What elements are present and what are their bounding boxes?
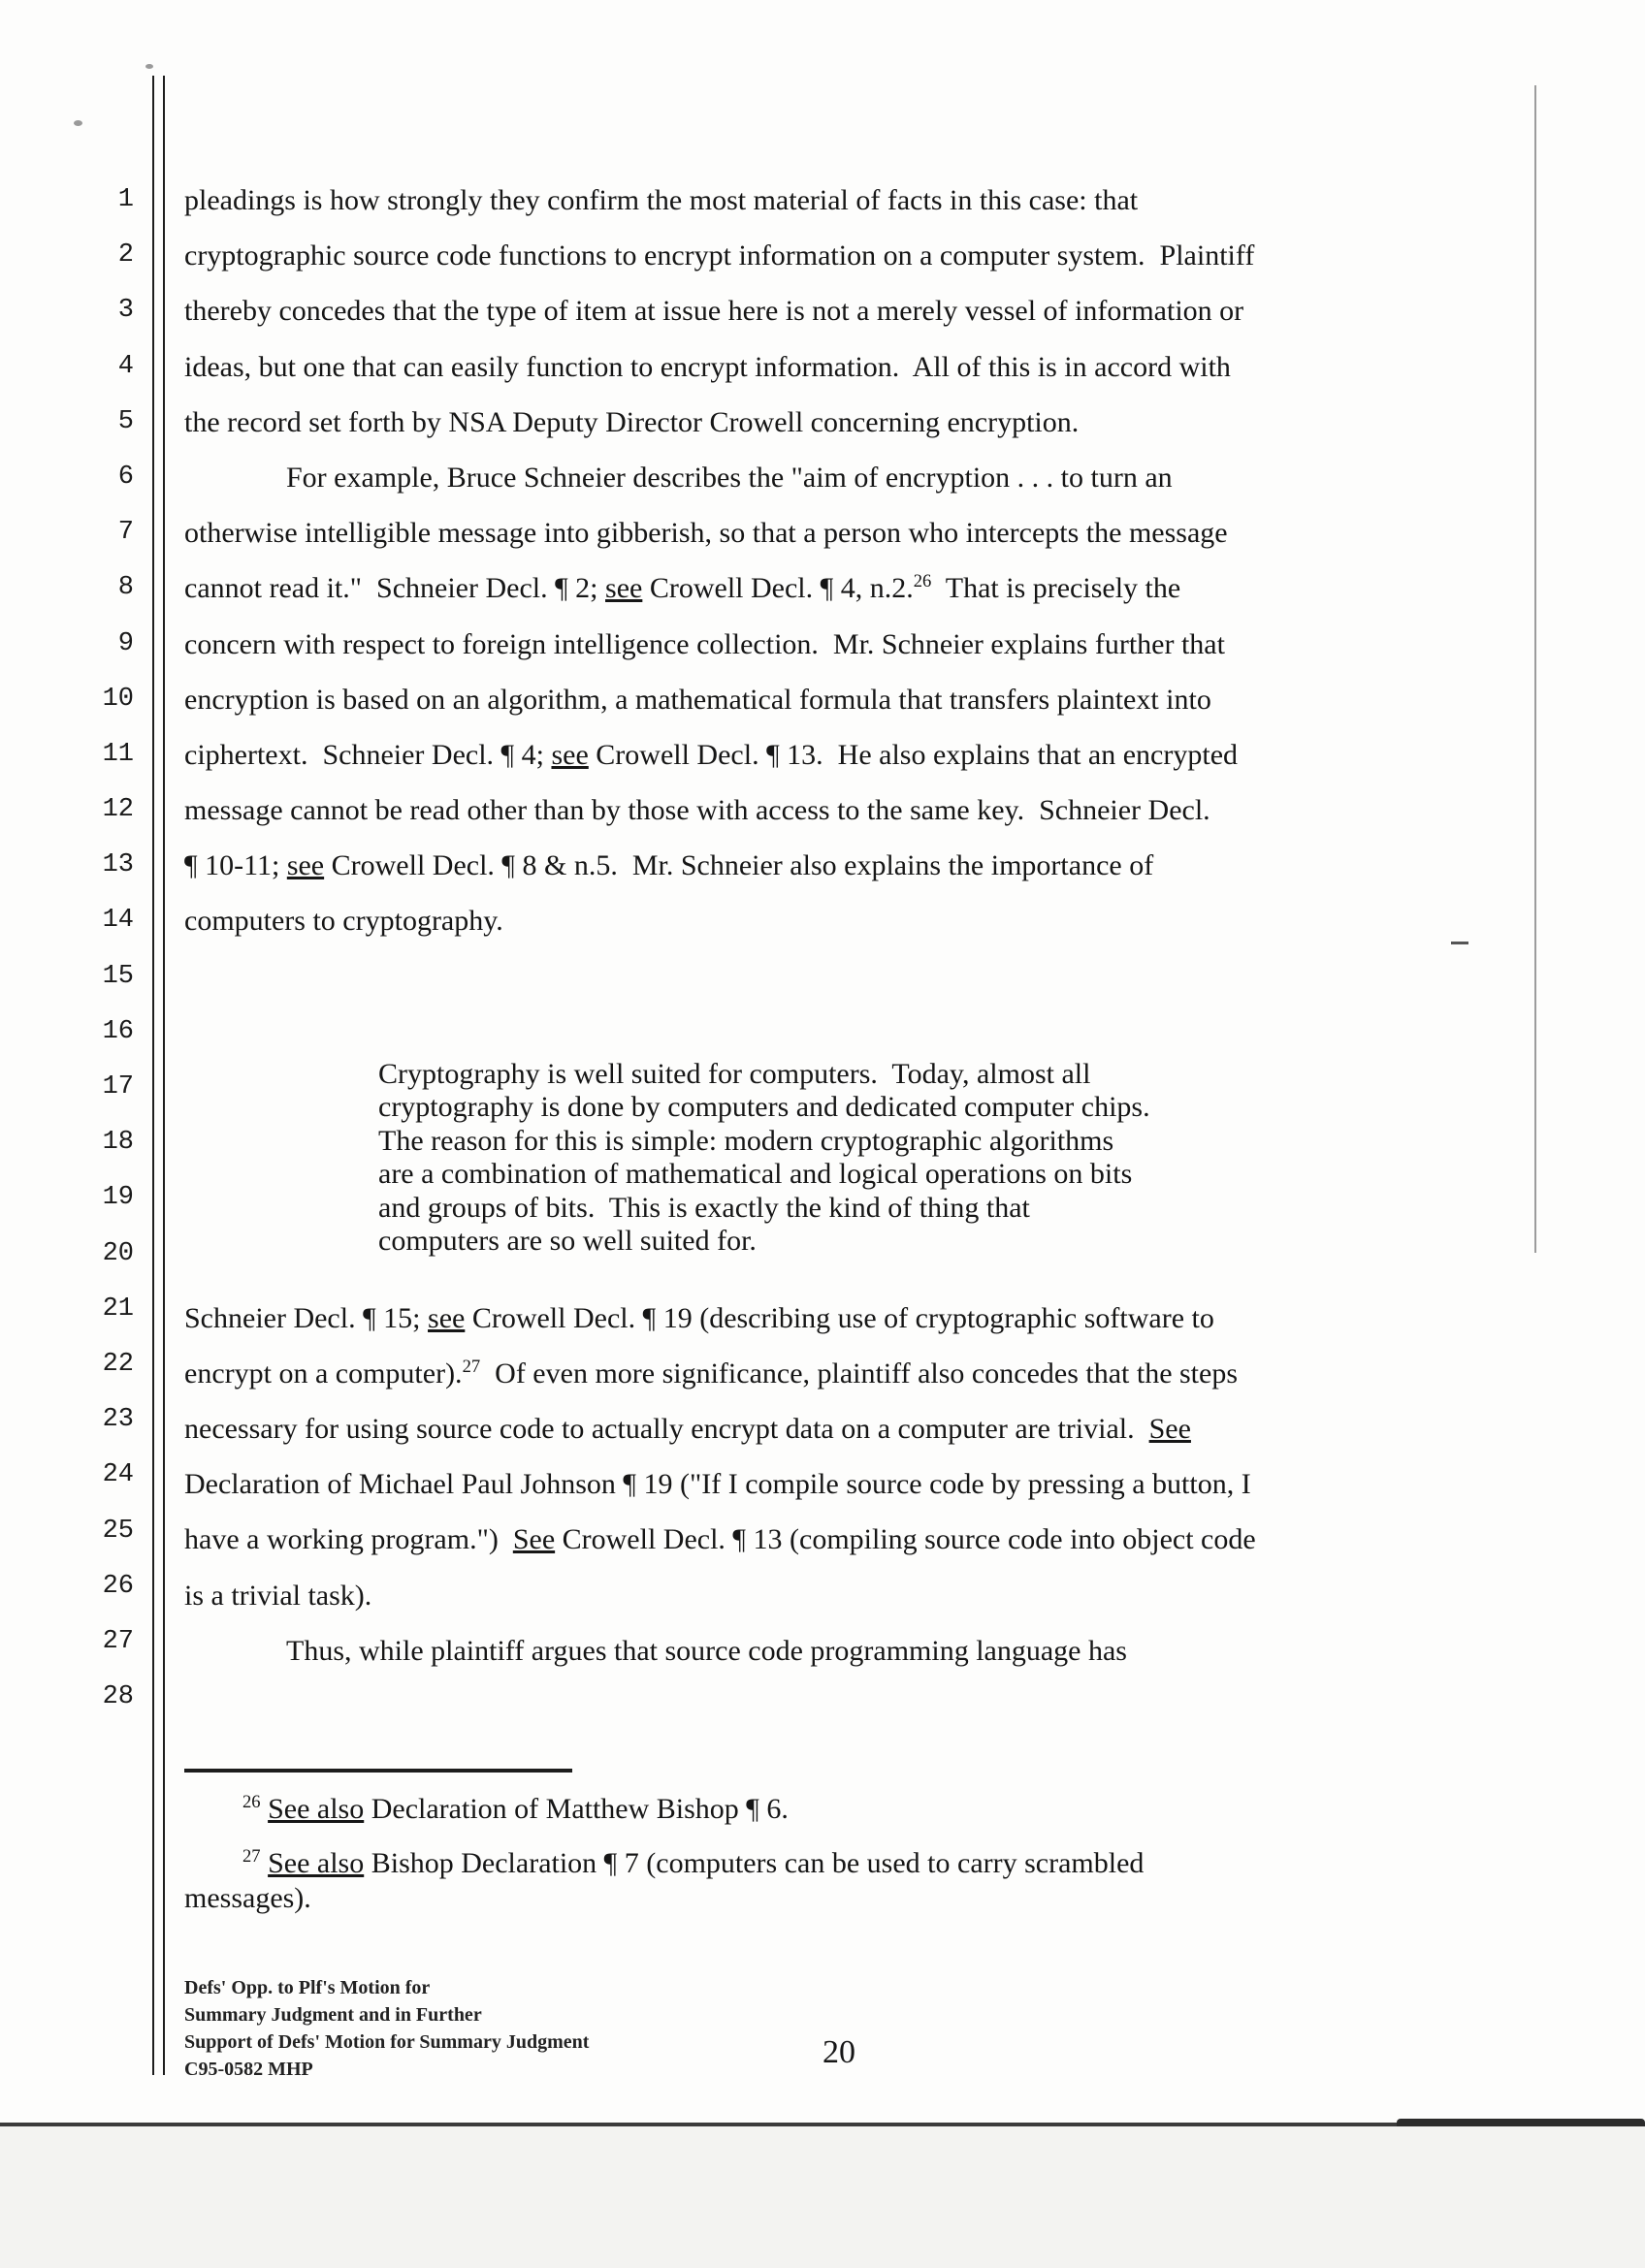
quote-line: cryptography is done by computers and dedicated computer chips. xyxy=(378,1091,1150,1124)
text-segment: ideas, but one that can easily function to encrypt information. All of this is in accord with xyxy=(184,350,1231,383)
text-segment: the record set forth by NSA Deputy Director Crowell concerning encryption. xyxy=(184,405,1080,438)
quote-line: computers are so well suited for. xyxy=(378,1225,757,1258)
line-number: 5 xyxy=(117,406,134,436)
line-number: 20 xyxy=(102,1238,134,1268)
body-text-column xyxy=(184,173,1489,1916)
line-number: 2 xyxy=(117,240,134,271)
citation-signal: see xyxy=(428,1301,466,1334)
text-segment: Crowell Decl. ¶ 13 (compiling source code into object code xyxy=(555,1523,1256,1556)
line-number: 15 xyxy=(102,961,134,991)
body-line xyxy=(184,560,1489,616)
pleading-rule-outer xyxy=(152,76,154,2075)
pleading-rule-inner xyxy=(163,76,165,2075)
body-line xyxy=(184,283,1489,338)
line-number: 10 xyxy=(102,684,134,714)
text-segment xyxy=(261,1793,269,1825)
line-number: 16 xyxy=(102,1016,134,1046)
line-number: 4 xyxy=(117,351,134,381)
text-segment: Schneier Decl. ¶ 15; xyxy=(184,1301,429,1334)
after-quote-paragraphs xyxy=(184,1291,1489,1678)
citation-signal: see xyxy=(605,572,643,605)
line-number: 14 xyxy=(102,906,134,936)
line-number: 3 xyxy=(117,296,134,326)
text-segment: otherwise intelligible message into gibberish, so that a person who intercepts the message xyxy=(184,517,1228,550)
line-number: 8 xyxy=(117,573,134,603)
quote-line: and groups of bits. This is exactly the kind of thing that xyxy=(378,1191,1030,1224)
text-segment: Crowell Decl. ¶ 4, n.2. xyxy=(642,572,914,605)
citation-signal: See xyxy=(512,1523,556,1556)
citation-signal: See xyxy=(1148,1413,1191,1445)
body-line xyxy=(184,505,1489,560)
line-number: 21 xyxy=(102,1294,134,1324)
body-line xyxy=(184,228,1489,283)
body-line xyxy=(184,727,1489,783)
footnotes xyxy=(184,1792,1489,1916)
line-number: 1 xyxy=(117,185,134,214)
footer-line: Support of Defs' Motion for Summary Judgment xyxy=(184,2031,590,2053)
body-line xyxy=(184,1623,1489,1678)
line-number: 18 xyxy=(102,1128,134,1158)
footer-line: C95-0582 MHP xyxy=(184,2059,313,2080)
text-segment: message cannot be read other than by those with access to the same key. Schneier Decl. xyxy=(184,794,1210,827)
body-line xyxy=(184,1291,1489,1346)
body-line xyxy=(184,1568,1489,1623)
line-number-column xyxy=(56,173,134,1725)
right-margin-line xyxy=(1534,85,1536,1253)
footnote-line xyxy=(184,1846,1489,1881)
body-line xyxy=(184,783,1489,838)
line-number: 26 xyxy=(102,1571,134,1601)
citation-signal: see xyxy=(551,738,589,771)
text-segment: Of even more significance, plaintiff also concedes that the steps xyxy=(480,1357,1239,1390)
footnote-reference: 27 xyxy=(462,1356,481,1377)
body-line xyxy=(184,339,1489,395)
text-segment: computers to cryptography. xyxy=(184,905,503,938)
line-number: 7 xyxy=(117,518,134,548)
footnote-reference: 26 xyxy=(913,571,932,592)
line-number: 12 xyxy=(102,795,134,825)
text-segment: Declaration of Matthew Bishop ¶ 6. xyxy=(364,1792,789,1825)
text-segment: Declaration of Michael Paul Johnson ¶ 19 ("If I compile source code by pressing a button, I xyxy=(184,1468,1251,1501)
text-segment: Crowell Decl. ¶ 19 (describing use of cryptographic software to xyxy=(465,1301,1214,1334)
line-number: 23 xyxy=(102,1405,134,1435)
citation-signal: See also xyxy=(268,1846,365,1879)
footer-line: Summary Judgment and in Further xyxy=(184,2004,482,2026)
text-segment: Crowell Decl. ¶ 8 & n.5. Mr. Schneier also explains the importance of xyxy=(324,849,1154,882)
body-line xyxy=(184,1512,1489,1567)
body-line xyxy=(184,893,1489,948)
text-segment: necessary for using source code to actually encrypt data on a computer are trivial. xyxy=(184,1413,1149,1445)
footnote-reference: 26 xyxy=(242,1791,261,1812)
text-segment: thereby concedes that the type of item at issue here is not a merely vessel of information or xyxy=(184,295,1244,328)
quote-line: The reason for this is simple: modern cryptographic algorithms xyxy=(378,1124,1114,1157)
text-segment: That is precisely the xyxy=(931,572,1181,605)
line-number: 22 xyxy=(102,1349,134,1379)
document-footer xyxy=(184,1974,589,2083)
footnote-reference: 27 xyxy=(242,1845,261,1867)
text-segment: encryption is based on an algorithm, a mathematical formula that transfers plaintext into xyxy=(184,683,1211,716)
footnote-separator xyxy=(184,1769,572,1773)
body-line xyxy=(184,672,1489,727)
text-segment: ciphertext. Schneier Decl. ¶ 4; xyxy=(184,738,552,771)
body-paragraphs xyxy=(184,173,1489,949)
quote-line: are a combination of mathematical and logical operations on bits xyxy=(378,1158,1133,1191)
body-line xyxy=(184,450,1489,505)
line-number: 13 xyxy=(102,850,134,880)
text-segment: pleadings is how strongly they confirm the most material of facts in this case: that xyxy=(184,184,1139,216)
line-number: 17 xyxy=(102,1072,134,1102)
line-number: 24 xyxy=(102,1460,134,1490)
quote-line: Cryptography is well suited for computers. Today, almost all xyxy=(378,1057,1091,1090)
citation-signal: see xyxy=(286,849,325,882)
scan-edge-area xyxy=(0,2126,1645,2268)
body-line xyxy=(184,617,1489,672)
line-number: 6 xyxy=(117,462,134,492)
text-segment: messages). xyxy=(184,1881,311,1914)
body-line xyxy=(184,838,1489,893)
dust-speck xyxy=(74,120,82,126)
line-number: 19 xyxy=(102,1183,134,1213)
text-segment: concern with respect to foreign intelligence collection. Mr. Schneier explains further that xyxy=(184,627,1225,660)
text-segment: cryptographic source code functions to encrypt information on a computer system. Plaintiff xyxy=(184,240,1255,272)
footnote-line xyxy=(184,1881,1489,1916)
body-line xyxy=(184,1401,1489,1456)
stray-mark xyxy=(1451,942,1468,944)
text-segment: have a working program.") xyxy=(184,1523,513,1556)
text-segment: Bishop Declaration ¶ 7 (computers can be used to carry scrambled xyxy=(364,1846,1145,1879)
body-line xyxy=(184,1456,1489,1512)
text-segment xyxy=(261,1847,269,1879)
footer-line: Defs' Opp. to Plf's Motion for xyxy=(184,1977,431,1998)
text-segment: encrypt on a computer). xyxy=(184,1357,463,1390)
line-number: 9 xyxy=(117,628,134,658)
dust-speck xyxy=(145,64,153,69)
citation-signal: See also xyxy=(268,1792,365,1825)
body-line xyxy=(184,173,1489,228)
block-quote xyxy=(378,1058,1489,1259)
text-segment: ¶ 10-11; xyxy=(184,849,287,882)
footnote-line xyxy=(184,1792,1489,1827)
body-line xyxy=(184,395,1489,450)
text-segment: For example, Bruce Schneier describes the "aim of encryption . . . to turn an xyxy=(286,461,1173,494)
text-segment: is a trivial task). xyxy=(184,1579,372,1612)
body-line xyxy=(184,1346,1489,1401)
line-number: 28 xyxy=(102,1682,134,1712)
text-segment: Thus, while plaintiff argues that source code programming language has xyxy=(286,1634,1127,1667)
line-number: 27 xyxy=(102,1626,134,1656)
line-number: 11 xyxy=(102,739,134,769)
text-segment: Crowell Decl. ¶ 13. He also explains that an encrypted xyxy=(588,738,1239,771)
page-number: 20 xyxy=(822,2034,855,2070)
text-segment: cannot read it." Schneier Decl. ¶ 2; xyxy=(184,572,606,605)
line-number: 25 xyxy=(102,1516,134,1546)
